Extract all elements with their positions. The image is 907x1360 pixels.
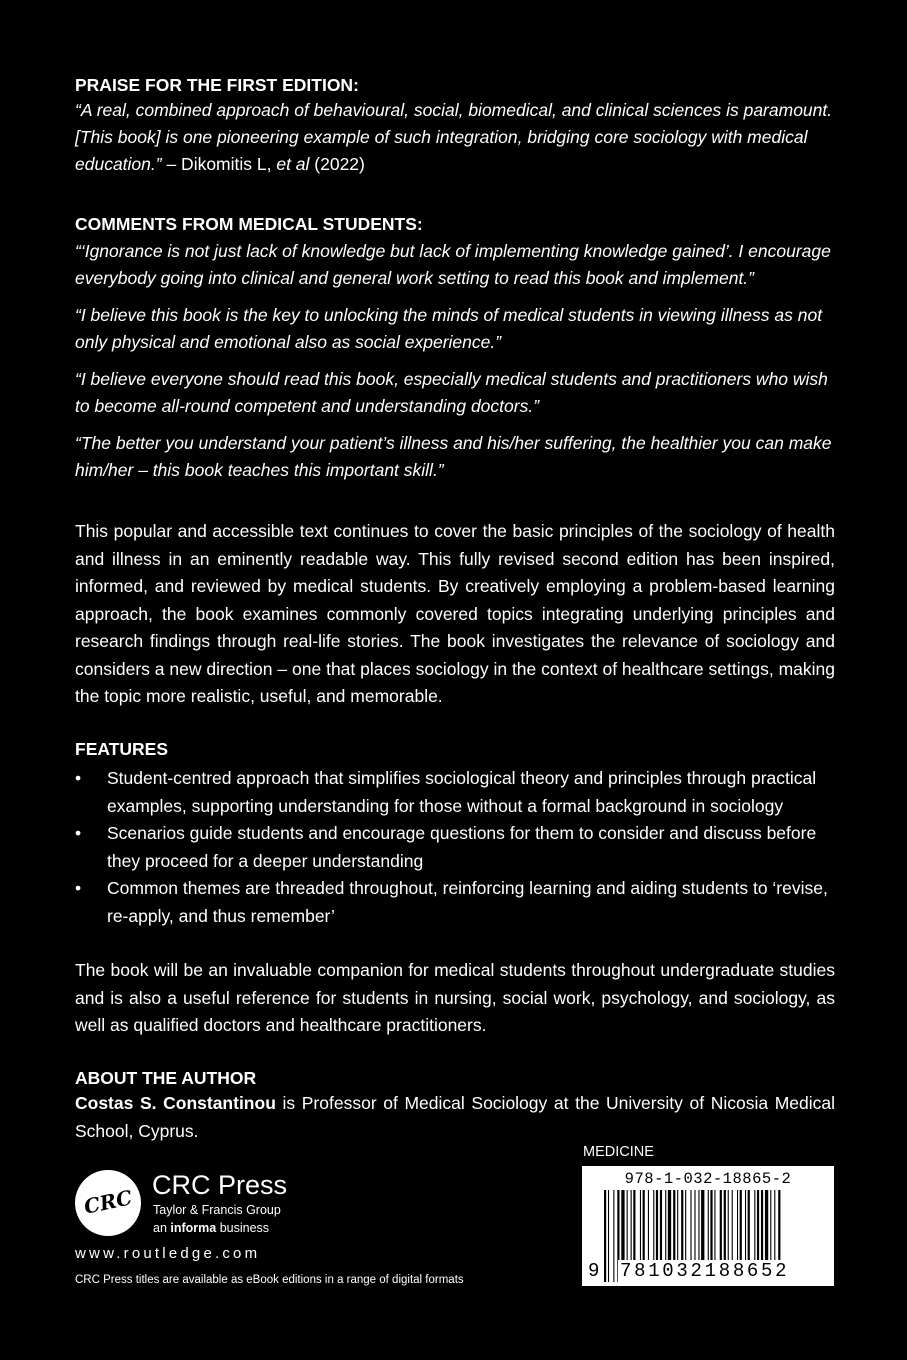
student-quote-line: “I believe this book is the key to unlocking the minds of medical students in viewing illness as not (75, 305, 823, 325)
features-list (75, 765, 835, 930)
ean-remaining-digits: 781032188652 (620, 1260, 790, 1282)
feature-text: Student-centred approach that simplifies sociological theory and principles through practical examples, supporting understanding for those without a formal background in sociology (107, 768, 817, 816)
praise-section (75, 73, 832, 178)
publisher-tagline (153, 1221, 269, 1236)
about-heading: ABOUT THE AUTHOR (75, 1068, 257, 1088)
tagline-pre: an (153, 1221, 171, 1235)
student-quote-line: everybody going into clinical and general work setting to read this book and implement.” (75, 268, 754, 288)
publisher-url: www.routledge.com (75, 1245, 261, 1262)
student-quote (75, 302, 832, 356)
ean-first-digit: 9 (588, 1260, 600, 1282)
student-quote (75, 366, 832, 420)
student-quote-line: to become all-round competent and understanding doctors.” (75, 396, 540, 416)
tagline-post: business (216, 1221, 270, 1235)
isbn-text: 978-1-032-18865-2 (624, 1170, 792, 1188)
publisher-group: Taylor & Francis Group (153, 1203, 281, 1217)
about-section (75, 1066, 835, 1145)
category-label: MEDICINE (583, 1144, 654, 1160)
praise-attribution: – Dikomitis L, (161, 154, 277, 174)
praise-quote-line: [This book] is one pioneering example of such integration, bridging core sociology with medical (75, 127, 808, 147)
crc-logo (75, 1170, 141, 1236)
bullet: • (75, 823, 82, 843)
student-quote (75, 430, 832, 484)
praise-attribution-etal: et al (276, 154, 310, 174)
publisher-name: CRC Press (152, 1170, 288, 1200)
crc-logo-text: CRC (81, 1185, 135, 1219)
student-quote-line: “I believe everyone should read this book, especially medical students and practitioners who wish (75, 369, 828, 389)
praise-heading: PRAISE FOR THE FIRST EDITION: (75, 75, 359, 95)
student-quote-line: only physical and emotional also as social experience.” (75, 332, 502, 352)
praise-quote-end: education.” (75, 154, 162, 174)
author-name: Costas S. Constantinou (75, 1093, 276, 1113)
student-quote-line: him/her – this book teaches this important skill.” (75, 460, 444, 480)
bullet: • (75, 878, 82, 898)
feature-item (75, 765, 835, 820)
outro-section (75, 957, 835, 1040)
feature-item (75, 820, 835, 875)
description-paragraph: This popular and accessible text continues to cover the basic principles of the sociology of health and illness in an eminently readable way. This fully revised second edition has been inspired, informed, and reviewed by medical students. By creatively employing a problem-based learning approach, the book examines commonly covered topics integrating underlying principles and research findings through real-life stories. The book investigates the relevance of sociology and considers a new direction – one that places sociology in the context of healthcare settings, making the topic more realistic, useful, and memorable. (75, 521, 835, 706)
publisher-block (75, 1165, 515, 1295)
outro-paragraph: The book will be an invaluable companion for medical students throughout undergraduate studies and is also a useful reference for students in nursing, social work, psychology, and sociology, as well as qualified doctors and healthcare practitioners. (75, 960, 835, 1035)
feature-text: Scenarios guide students and encourage questions for them to consider and discuss before they proceed for a deeper understanding (107, 823, 817, 871)
student-quote-line: “The better you understand your patient’s illness and his/her suffering, the healthier you can make (75, 433, 832, 453)
bullet: • (75, 768, 82, 788)
feature-item (75, 875, 835, 930)
praise-attribution-year: (2022) (309, 154, 365, 174)
features-section (75, 737, 835, 930)
student-quote (75, 238, 832, 292)
about-paragraph (75, 1090, 835, 1145)
description-section (75, 518, 835, 711)
ebook-note: CRC Press titles are available as eBook editions in a range of digital formats (75, 1274, 464, 1286)
features-heading: FEATURES (75, 739, 169, 759)
author-bio: is Professor of Medical Sociology at the University of Nicosia Medical School, Cyprus. (75, 1093, 835, 1141)
feature-text: Common themes are threaded throughout, reinforcing learning and aiding students to ‘revise, re-apply, and thus remember’ (107, 878, 828, 926)
student-quote-line: “‘Ignorance is not just lack of knowledge but lack of implementing knowledge gained’. I encourage (75, 241, 831, 261)
tagline-informa: informa (170, 1221, 217, 1235)
praise-quote-last-line (75, 151, 832, 178)
isbn-barcode (582, 1166, 834, 1286)
comments-heading: COMMENTS FROM MEDICAL STUDENTS: (75, 214, 423, 234)
ean-digits (582, 1260, 834, 1284)
praise-quote-line: “A real, combined approach of behavioural, social, biomedical, and clinical sciences is paramount. (75, 100, 833, 120)
comments-section (75, 212, 832, 494)
